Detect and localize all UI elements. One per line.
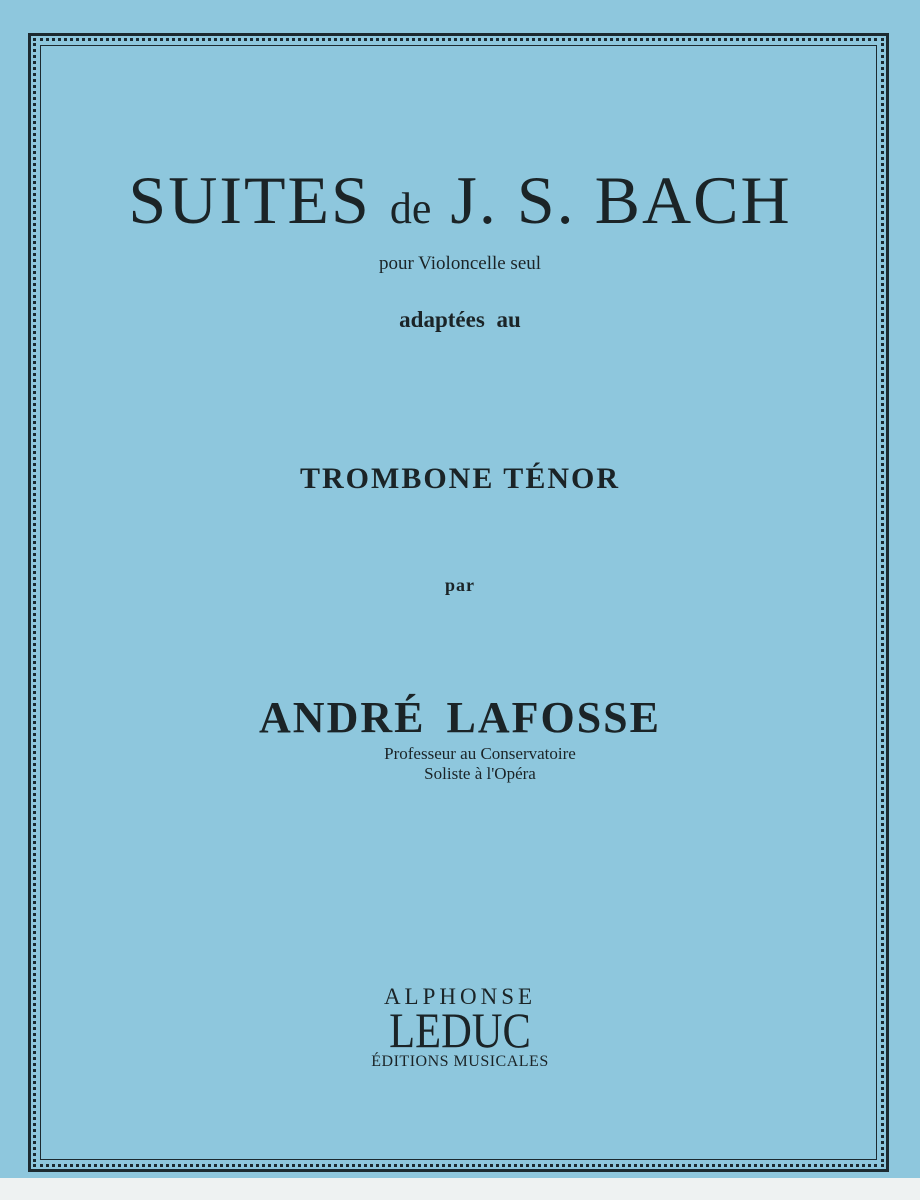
subtitle-line1: pour Violoncelle seul <box>378 253 542 274</box>
instrument-title: TROMBONE TÉNOR <box>300 462 620 495</box>
cover-title <box>0 160 920 249</box>
subtitle-line2: adaptées au <box>399 307 521 332</box>
author-role-2: Soliste à l'Opéra <box>424 764 536 783</box>
author-name: ANDRÉ LAFOSSE <box>259 693 661 742</box>
par-label: par <box>445 575 475 595</box>
title-de: de <box>389 184 432 233</box>
title-suites: SUITES <box>128 162 371 238</box>
publisher-line3: ÉDITIONS MUSICALES <box>371 1053 549 1070</box>
title-composer: J. S. BACH <box>450 162 792 238</box>
publisher-logo: LEDUC <box>389 1002 531 1058</box>
author-role-1: Professeur au Conservatoire <box>384 744 576 763</box>
publisher-line1: ALPHONSE <box>383 984 537 1009</box>
